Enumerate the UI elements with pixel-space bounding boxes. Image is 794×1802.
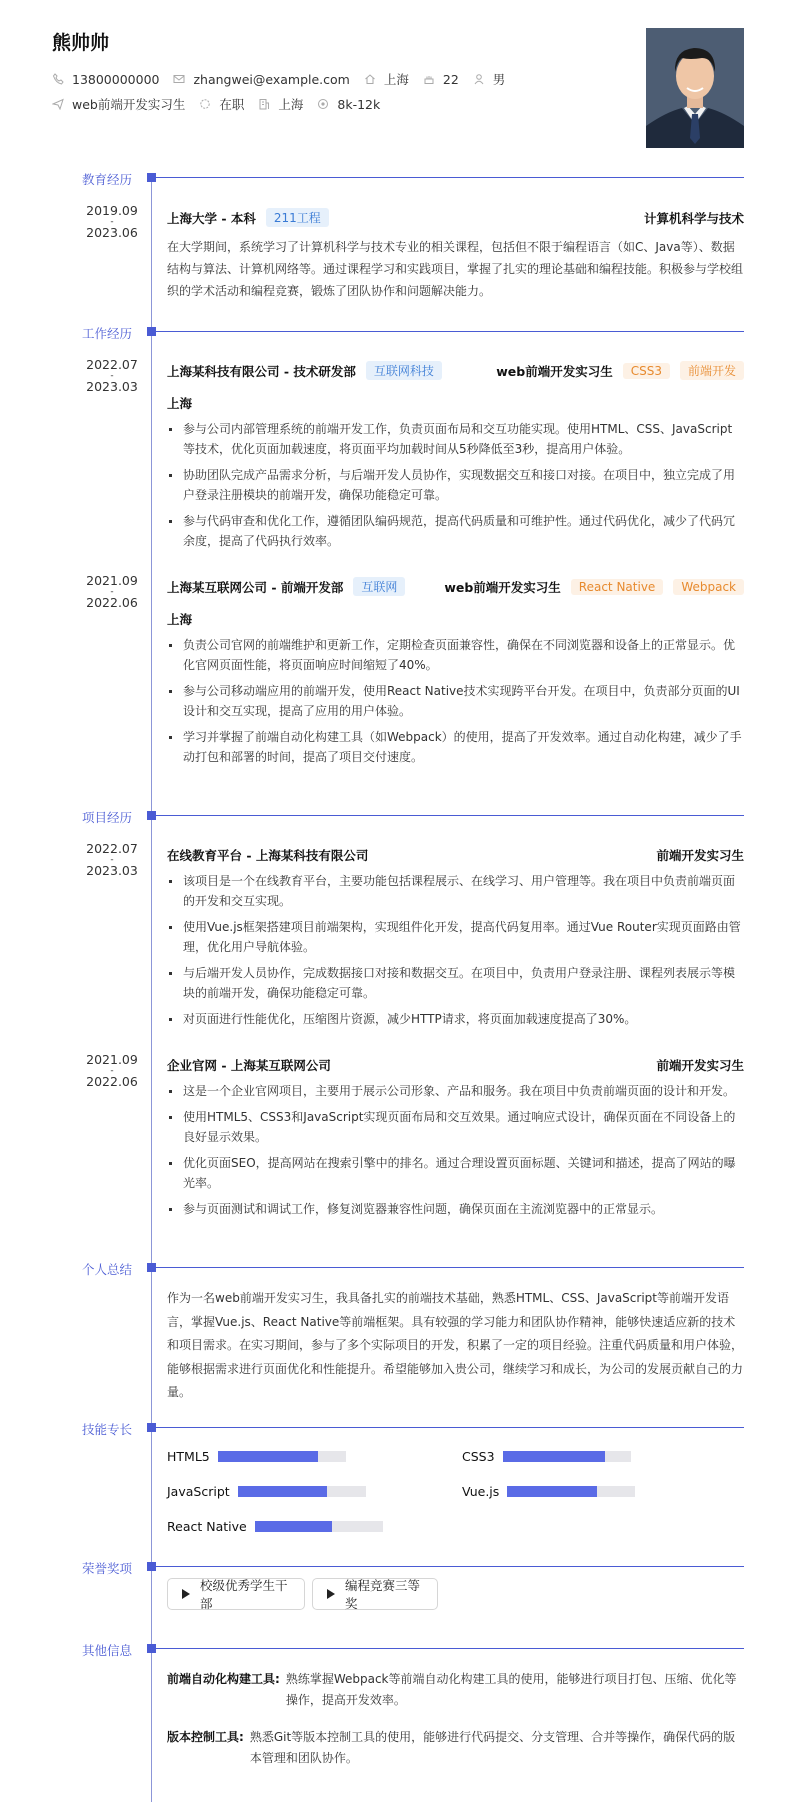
section-marker	[147, 811, 156, 820]
job-info-row	[52, 95, 394, 113]
section-marker	[147, 327, 156, 336]
project-header	[167, 1056, 744, 1074]
section-divider	[156, 331, 744, 332]
project-role: 前端开发实习生	[656, 1058, 744, 1073]
email-text: zhangwei@example.com	[193, 71, 350, 87]
job-target-text: web前端开发实习生	[72, 97, 186, 112]
work-header	[167, 577, 744, 596]
project-title: 企业官网 - 上海某互联网公司	[167, 1058, 331, 1073]
summary-text: 作为一名web前端开发实习生，我具备扎实的前端技术基础，熟悉HTML、CSS、JavaScript等前端开发语言，掌握Vue.js、React Native等前端框架。具有较强的学习能力和团队协作精神，能够快速适应新的技术和项目需求。在实习期间，参与了多个实际项目的开发，积累了一定的项目经验。注重代码质量和用户体验，能够根据需求进行页面优化和性能提升。希望能够加入贵公司，继续学习和成长，为公司的发展贡献自己的力量。	[167, 1291, 744, 1399]
other-info-key: 版本控制工具:	[167, 1730, 244, 1744]
gender-text: 男	[492, 72, 506, 87]
skill-item	[462, 1484, 635, 1499]
list-item: 参与页面测试和调试工作，修复浏览器兼容性问题，确保页面在主流浏览器中的正常显示。	[167, 1199, 744, 1219]
list-item: 使用Vue.js框架搭建项目前端架构，实现组件化开发，提高代码复用率。通过Vue Router实现页面路由管理，优化用户导航体验。	[167, 917, 744, 957]
skill-item	[167, 1484, 366, 1499]
company-name: 上海某互联网公司 - 前端开发部	[167, 579, 344, 595]
work-date: 2021.09 - 2022.06	[86, 573, 138, 610]
home-icon	[364, 73, 376, 85]
work-date: 2022.07 - 2023.03	[86, 357, 138, 394]
other-info-item	[167, 1727, 744, 1769]
skill-bar	[238, 1486, 366, 1497]
project-date: 2021.09 - 2022.06	[86, 1052, 138, 1089]
skill-tag: CSS3	[623, 363, 670, 379]
age-text: 22	[442, 71, 459, 87]
project-role: 前端开发实习生	[656, 848, 744, 863]
list-item: 该项目是一个在线教育平台，主要功能包括课程展示、在线学习、用户管理等。我在项目中负责前端页面的开发和交互实现。	[167, 871, 744, 911]
phone-icon	[52, 73, 64, 85]
section-divider	[156, 177, 744, 178]
skill-name: Vue.js	[462, 1484, 500, 1499]
skill-tag: React Native	[571, 579, 664, 595]
skill-name: HTML5	[167, 1449, 210, 1464]
profile-photo	[646, 28, 744, 148]
play-icon	[182, 1589, 190, 1599]
target-city-text: 上海	[278, 97, 304, 112]
other-info-value: 熟练掌握Webpack等前端自动化构建工具的使用，能够进行项目打包、压缩、优化等操作，提高开发效率。	[285, 1672, 737, 1707]
project-header	[167, 846, 744, 864]
section-title-awards: 荣誉奖项	[82, 1561, 133, 1576]
skill-bar-fill	[238, 1486, 328, 1497]
award-badge	[312, 1578, 438, 1610]
other-info-item	[167, 1669, 744, 1711]
work-city: 上海	[167, 396, 193, 411]
skill-name: JavaScript	[167, 1484, 230, 1499]
industry-tag: 互联网	[353, 577, 405, 596]
work-city: 上海	[167, 612, 193, 627]
job-role: web前端开发实习生	[444, 579, 561, 595]
job-role: web前端开发实习生	[496, 363, 613, 379]
play-icon	[327, 1589, 335, 1599]
other-info-value: 熟悉Git等版本控制工具的使用，能够进行代码提交、分支管理、合并等操作，确保代码的版本管理和团队协作。	[249, 1730, 736, 1765]
list-item: 使用HTML5、CSS3和JavaScript实现页面布局和交互效果。通过响应式设计，确保页面在不同设备上的良好显示效果。	[167, 1107, 744, 1147]
project-bullets	[167, 1081, 744, 1225]
section-marker	[147, 1263, 156, 1272]
award-label: 校级优秀学生干部	[200, 1578, 288, 1611]
salary-text: 8k-12k	[337, 96, 381, 112]
skill-name: CSS3	[462, 1449, 495, 1464]
section-title-projects: 项目经历	[82, 810, 133, 825]
project-bullets	[167, 871, 744, 1035]
section-divider	[156, 1648, 744, 1649]
skill-bar-fill	[507, 1486, 597, 1497]
resume-name: 熊帅帅	[52, 32, 110, 54]
list-item: 与后端开发人员协作，完成数据接口对接和数据交互。在项目中，负责用户登录注册、课程列表展示等模块的前端开发，确保功能稳定可靠。	[167, 963, 744, 1003]
skill-bar	[503, 1451, 631, 1462]
section-title-summary: 个人总结	[82, 1262, 133, 1277]
list-item: 优化页面SEO，提高网站在搜索引擎中的排名。通过合理设置页面标题、关键词和描述，提高了网站的曝光率。	[167, 1153, 744, 1193]
project-date: 2022.07 - 2023.03	[86, 841, 138, 878]
building-icon	[258, 98, 270, 110]
contact-info-row	[52, 70, 519, 88]
work-bullets	[167, 419, 744, 557]
school-name: 上海大学 - 本科	[167, 210, 256, 226]
send-icon	[52, 98, 64, 110]
award-badge	[167, 1578, 305, 1610]
list-item: 对页面进行性能优化，压缩图片资源，减少HTTP请求，将页面加载速度提高了30%。	[167, 1009, 744, 1029]
award-label: 编程竞赛三等奖	[345, 1578, 421, 1611]
list-item: 参与代码审查和优化工作，遵循团队编码规范，提高代码质量和可维护性。通过代码优化，减少了代码冗余度，提高了代码执行效率。	[167, 511, 744, 551]
skill-bar-fill	[218, 1451, 318, 1462]
status-icon	[199, 98, 211, 110]
skill-item	[167, 1519, 383, 1534]
section-title-education: 教育经历	[82, 172, 133, 187]
section-divider	[156, 1267, 744, 1268]
skill-tag: 前端开发	[680, 361, 744, 380]
phone-text: 13800000000	[72, 71, 160, 87]
age-icon	[423, 73, 435, 85]
section-marker	[147, 1423, 156, 1432]
section-title-skills: 技能专长	[82, 1422, 133, 1437]
skill-name: React Native	[167, 1519, 247, 1534]
school-tag: 211工程	[266, 208, 329, 227]
skill-tag: Webpack	[673, 579, 744, 595]
skill-bar	[255, 1521, 383, 1532]
timeline-line	[151, 176, 152, 1802]
skill-item	[167, 1449, 346, 1464]
list-item: 学习并掌握了前端自动化构建工具（如Webpack）的使用，提高了开发效率。通过自动化构建，减少了手动打包和部署的时间，提高了项目交付速度。	[167, 727, 744, 767]
list-item: 参与公司内部管理系统的前端开发工作，负责页面布局和交互功能实现。使用HTML、CSS、JavaScript等技术，优化页面加载速度，将页面平均加载时间从5秒降低至3秒，提高用户体验。	[167, 419, 744, 459]
work-header	[167, 361, 744, 380]
status-text: 在职	[219, 97, 245, 112]
project-title: 在线教育平台 - 上海某科技有限公司	[167, 848, 369, 863]
major-name: 计算机科学与技术	[643, 210, 744, 226]
education-header	[167, 208, 744, 227]
skill-bar-fill	[255, 1521, 332, 1532]
list-item: 协助团队完成产品需求分析，与后端开发人员协作，实现数据交互和接口对接。在项目中，独立完成了用户登录注册模块的前端开发，确保功能稳定可靠。	[167, 465, 744, 505]
skill-item	[462, 1449, 631, 1464]
skill-bar	[218, 1451, 346, 1462]
gender-icon	[473, 73, 485, 85]
section-marker	[147, 1562, 156, 1571]
list-item: 参与公司移动端应用的前端开发，使用React Native技术实现跨平台开发。在项目中，负责部分页面的UI设计和交互实现，提高了应用的用户体验。	[167, 681, 744, 721]
skill-bar-fill	[503, 1451, 605, 1462]
work-bullets	[167, 635, 744, 773]
mail-icon	[173, 73, 185, 85]
skill-bar	[507, 1486, 635, 1497]
industry-tag: 互联网科技	[366, 361, 442, 380]
list-item: 这是一个企业官网项目，主要用于展示公司形象、产品和服务。我在项目中负责前端页面的设计和开发。	[167, 1081, 744, 1101]
section-marker	[147, 1644, 156, 1653]
company-name: 上海某科技有限公司 - 技术研发部	[167, 363, 356, 379]
section-title-work: 工作经历	[82, 326, 133, 341]
list-item: 负责公司官网的前端维护和更新工作，定期检查页面兼容性，确保在不同浏览器和设备上的正常显示。优化官网页面性能，将页面响应时间缩短了40%。	[167, 635, 744, 675]
section-divider	[156, 1427, 744, 1428]
education-date: 2019.09 - 2023.06	[86, 203, 138, 240]
section-marker	[147, 173, 156, 182]
section-title-other: 其他信息	[82, 1643, 133, 1658]
section-divider	[156, 1566, 744, 1567]
location-text: 上海	[383, 72, 409, 87]
salary-icon	[317, 98, 329, 110]
education-description: 在大学期间，系统学习了计算机科学与技术专业的相关课程，包括但不限于编程语言（如C、Java等）、数据结构与算法、计算机网络等。通过课程学习和实践项目，掌握了扎实的理论基础和编程技能。积极参与学校组织的学术活动和编程竞赛，锻炼了团队协作和问题解决能力。	[167, 240, 744, 298]
section-divider	[156, 815, 744, 816]
other-info-key: 前端自动化构建工具:	[167, 1672, 280, 1686]
